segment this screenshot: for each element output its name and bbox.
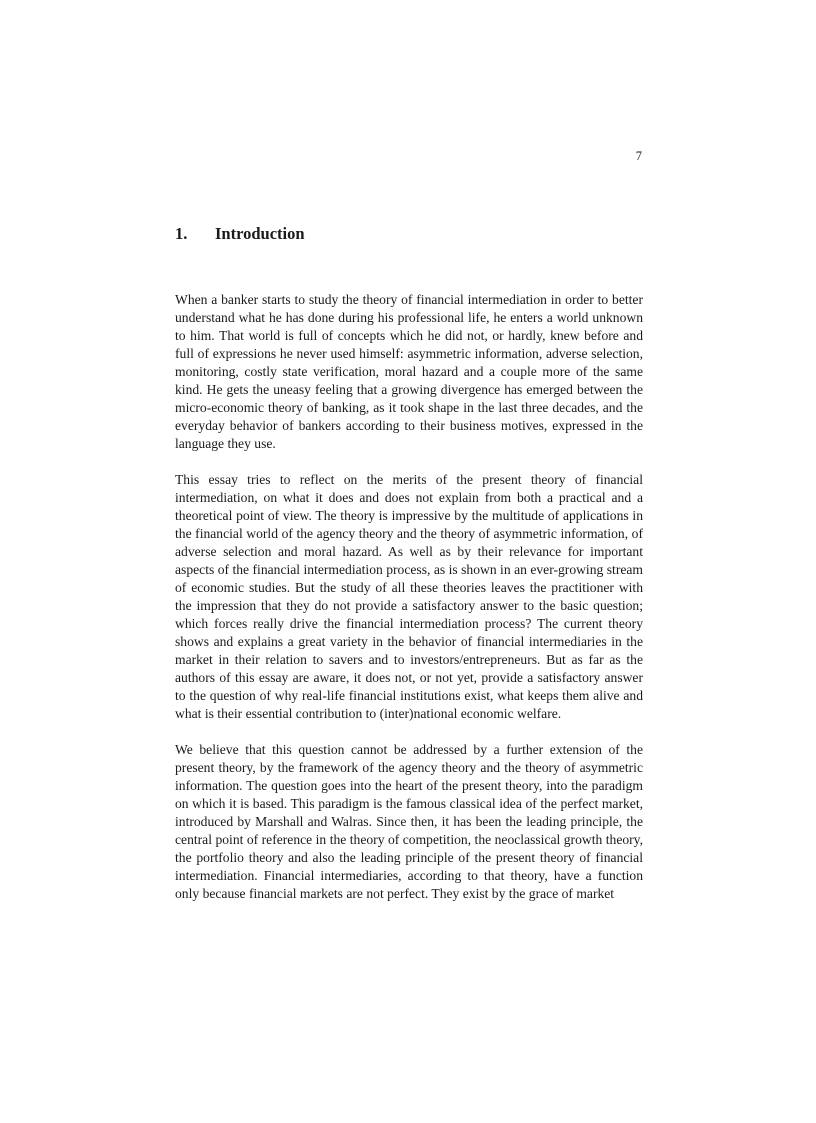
- paragraph-3: We believe that this question cannot be addressed by a further extension of the present theory, by the framework of the agency theory and the theory of asymmetric information. The question goes into the heart of the present theory, into the paradigm on which it is based. This paradigm is the famous classical idea of the perfect market, introduced by Marshall and Walras. Since then, it has been the leading principle, the central point of reference in the theory of competition, the neoclassical growth theory, the portfolio theory and also the leading principle of the present theory of financial intermediation. Financial intermediaries, according to that theory, have a function only because financial markets are not perfect. They exist by the grace of market: [175, 742, 643, 901]
- chapter-title: Introduction: [215, 224, 305, 243]
- paragraph-1: When a banker starts to study the theory of financial intermediation in order to better understand what he has done during his professional life, he enters a world unknown to him. That world is full of concepts which he did not, or hardly, knew before and full of expressions he never used himself: asymmetric information, adverse selection, monitoring, costly state verification, moral hazard and a couple more of the same kind. He gets the uneasy feeling that a growing divergence has emerged between the micro-economic theory of banking, as it took shape in the last three decades, and the everyday behavior of bankers according to their business motives, expressed in the language they use.: [175, 292, 643, 451]
- body-text: [175, 291, 643, 921]
- chapter-number: 1.: [175, 224, 188, 243]
- page-number: 7: [635, 149, 642, 163]
- chapter-heading: [175, 224, 305, 244]
- paragraph-2: This essay tries to reflect on the merits of the present theory of financial intermediation, on what it does and does not explain from both a practical and a theoretical point of view. The theory is impressive by the multitude of applications in the financial world of the agency theory and the theory of asymmetric information, of adverse selection and moral hazard. As well as by their relevance for important aspects of the financial intermediation process, as is shown in an ever-growing stream of economic studies. But the study of all these theories leaves the practitioner with the impression that they do not provide a satisfactory answer to the basic question; which forces really drive the financial intermediation process? The current theory shows and explains a great variety in the behavior of financial intermediaries in the market in their relation to savers and to investors/entrepreneurs. But as far as the authors of this essay are aware, it does not, or not yet, provide a satisfactory answer to the question of why real-life financial institutions exist, what keeps them alive and what is their essential contribution to (inter)national economic welfare.: [175, 472, 643, 721]
